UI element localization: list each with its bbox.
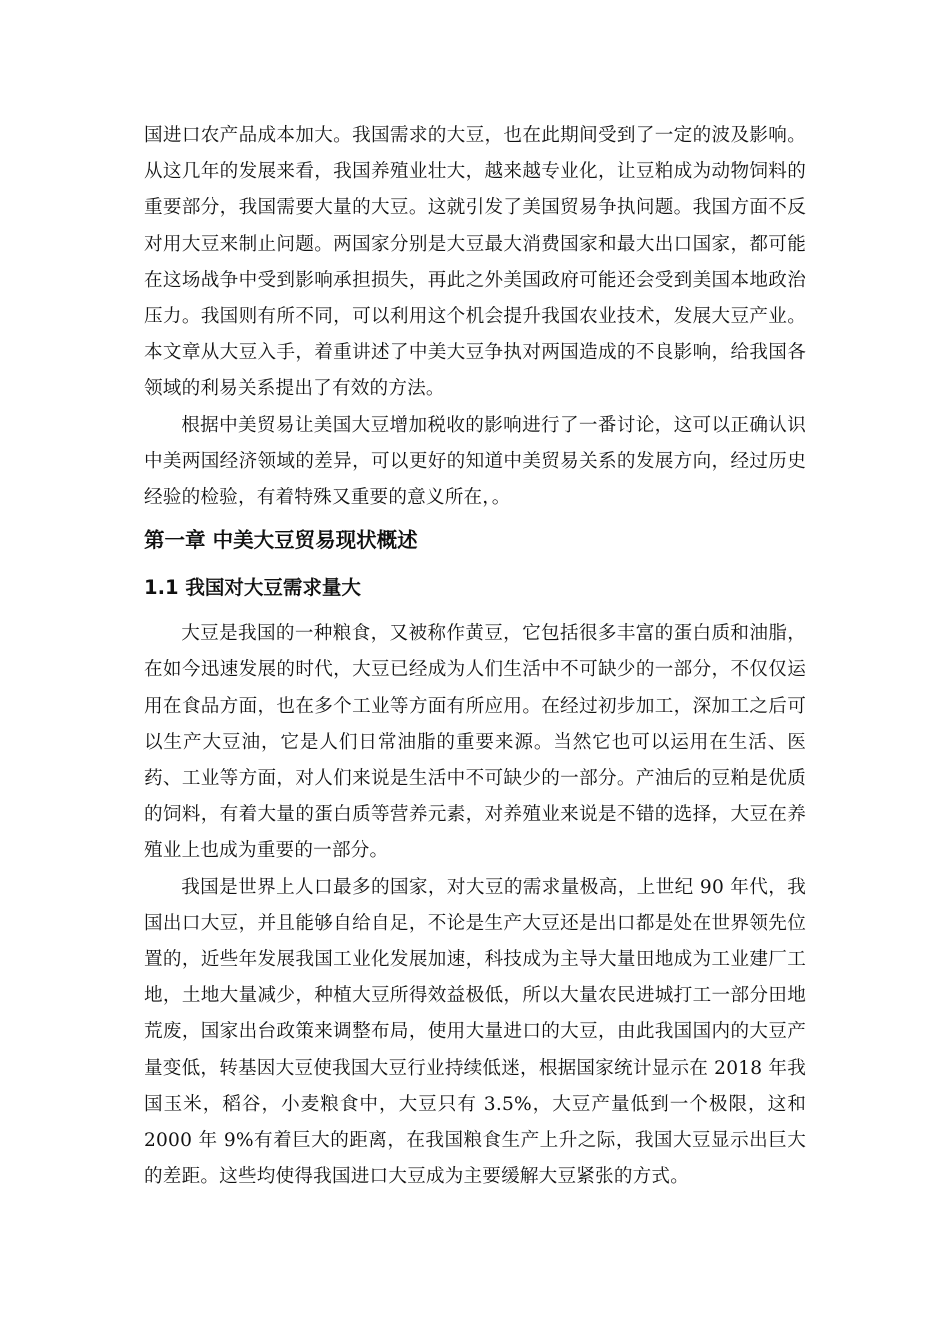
section-heading: 1.1 我国对大豆需求量大	[144, 576, 361, 600]
intro-paragraph-2: 根据中美贸易让美国大豆增加税收的影响进行了一番讨论，这可以正确认识中美两国经济领域的差异，可以更好的知道中美贸易关系的发展方向，经过历史经验的检验，有着特殊又重要的意义所在，。	[144, 414, 806, 509]
section-paragraph-1: 大豆是我国的一种粮食，又被称作黄豆，它包括很多丰富的蛋白质和油脂，在如今迅速发展的时代，大豆已经成为人们生活中不可缺少的一部分，不仅仅运用在食品方面，也在多个工业等方面有所应用。在经过初步加工，深加工之后可以生产大豆油，它是人们日常油脂的重要来源。当然它也可以运用在生活、医药、工业等方面，对人们来说是生活中不可缺少的一部分。产油后的豆粕是优质的饲料，有着大量的蛋白质等营养元素，对养殖业来说是不错的选择，大豆在养殖业上也成为重要的一部分。	[144, 623, 806, 862]
section-paragraph-2: 我国是世界上人口最多的国家，对大豆的需求量极高，上世纪 90 年代，我国出口大豆，并且能够自给自足，不论是生产大豆还是出口都是处在世界领先位置的，近些年发展我国工业化发展加速，科技成为主导大量田地成为工业建厂工地，土地大量减少，种植大豆所得效益极低，所以大量农民进城打工一部分田地荒废，国家出台政策来调整布局，使用大量进口的大豆，由此我国国内的大豆产量变低，转基因大豆使我国大豆行业持续低迷，根据国家统计显示在 2018 年我国玉米，稻谷，小麦粮食中，大豆只有 3.5%，大豆产量低到一个极限，这和 2000 年 9%有着巨大的距离，在我国粮食生产上升之际，我国大豆显示出巨大的差距。这些均使得我国进口大豆成为主要缓解大豆紧张的方式。	[144, 876, 806, 1188]
chapter-heading: 第一章 中美大豆贸易现状概述	[144, 528, 418, 553]
document-body	[144, 118, 806, 1195]
intro-paragraph-continued: 国进口农产品成本加大。我国需求的大豆，也在此期间受到了一定的波及影响。从这几年的发展来看，我国养殖业壮大，越来越专业化，让豆粕成为动物饲料的重要部分，我国需要大量的大豆。这就引发了美国贸易争执问题。我国方面不反对用大豆来制止问题。两国家分别是大豆最大消费国家和最大出口国家，都可能在这场战争中受到影响承担损失，再此之外美国政府可能还会受到美国本地政治压力。我国则有所不同，可以利用这个机会提升我国农业技术，发展大豆产业。本文章从大豆入手，着重讲述了中美大豆争执对两国造成的不良影响，给我国各领域的利易关系提出了有效的方法。	[144, 125, 806, 400]
